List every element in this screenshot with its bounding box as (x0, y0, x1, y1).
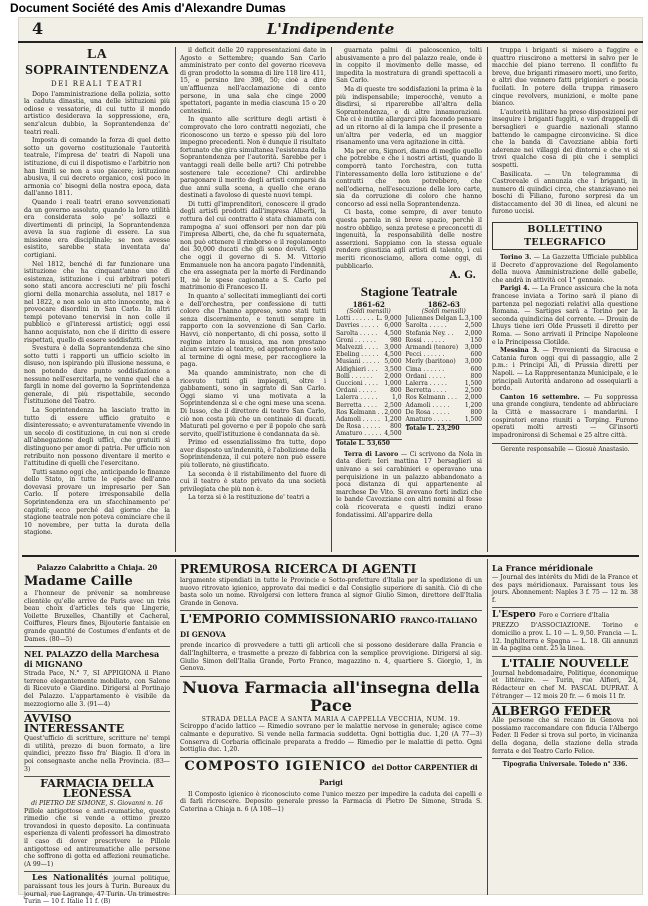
singer-fee: 2,000 (464, 394, 482, 402)
stage-column-left (336, 301, 402, 447)
ad-heading: NEL PALAZZO della Marchesa di MIGNANO (24, 649, 160, 670)
article-paragraph: In quanto alle scritture degli artisti è comprovato che loro contratti negoziati, che riconoscono un terzo e spesso più del loro impegno precedenti. Non è dunque il risultato fortunato che gira simultanea l'esistenza della Soprantendenza per l'autorità. Sarebbe per i vantaggi reali delle belle arti? Chi potrebbe sostenere tale eccezione? Chi ardirebbe paragonare il merito degli artisti comparsi da due anni sulla scena, a quello che erano destinati a favoloso di queste nuovi tempi. (180, 116, 326, 200)
stage-table-row (336, 351, 402, 358)
article-paragraph: Basilicata. — Un telegramma di Castroreale ci annunzia che i briganti, in numero di quindici circa, che stanziavano nei boschi di Filiano, furono sorpresi da un distaccamento del 30 di linea, ed alcuni ne furono uccisi. (492, 170, 638, 216)
ad-heading: Palazzo Calabritto a Chiaja. 20 (36, 563, 158, 572)
advertisement (180, 760, 482, 814)
ad-text: prende incarico di provvedere a tutti gli articoli che si possono desiderare dalla Francia e dall'Inghilterra, e trasmette a prezzo di fabbrica con la semplice provvigione. Dirigersi al sig. Giulio Simon dell'Italia Grande, Porto Franco, magazzino n. 4, quartiere S. Giorgio, 1, in Genova. (180, 642, 482, 673)
ad-heading (492, 610, 638, 621)
stage-column-right (406, 301, 482, 447)
singer-name: Berretta . . . . (405, 387, 447, 395)
singer-fee: 4,500 (384, 351, 402, 359)
section-rule (22, 555, 639, 557)
page-number: 4 (32, 19, 44, 38)
singer-fee: 2,500 (464, 387, 482, 395)
news-text: — Ci scrivono da Nola in data dieri: Ieri mattina 17 bersaglieri si univano a sei carabinieri e operavano una perquisizione in un palazzo abbandonato a poca distanza di qui appartenente al marchese De Vito. Si avevano forti indizi che le bande Cavozziane con altri nomini al fosse colà ricoverata e questi indizi erano fondatissimi. All'apparire della (336, 450, 482, 519)
singer-name: Lotti . . . . . . (336, 315, 374, 323)
telegraph-item (492, 394, 638, 440)
singer-name: Groni . . . . . . (336, 336, 376, 344)
stage-table-heading: Stagione Teatrale (360, 283, 458, 299)
ad-heading: AVVISO INTERESSANTE (24, 712, 125, 736)
singer-name: Ordani . . . . . (405, 372, 446, 380)
stage-table-row (406, 322, 482, 329)
singer-name: Lalerra . . . . . (336, 394, 378, 402)
stage-table-row (336, 423, 402, 430)
singer-fee: 800 (470, 408, 482, 416)
singer-name: Rossi . . . . . . (405, 336, 445, 344)
telegraph-item (492, 254, 638, 284)
singer-fee: 1,0 (391, 394, 402, 402)
telegraph-dateline: Messina 3. (500, 347, 539, 355)
stage-total-left: Totale L. 53,650 (336, 439, 402, 447)
telegraph-bulletin-heading: BOLLETTINO TELEGRAFICO (492, 222, 638, 250)
singer-name: Ros Kelmann . . . (405, 394, 457, 402)
singer-name: Davries . . . . . (336, 322, 379, 330)
singer-fee: 800 (470, 372, 482, 380)
advertisement (24, 563, 170, 647)
ad-subheading: del Dottor CARPENTIER di Parigi (319, 762, 478, 787)
ads-column-rule (487, 559, 488, 895)
singer-name: Adamoli . . . . . (336, 416, 380, 424)
singer-fee: 3,100 (464, 315, 482, 323)
telegraph-dateline: Canton 16 settembre. (500, 393, 580, 401)
article-paragraph: In quanto a' sollecitati immeglianti dei corti e dell'orchestra, per confessione di tutti coloro che l'hanno appreso, sono stati tutti senza discernimento, e tenuti sempre in rapporto con la sovvenzione di San Carlo. Havvi, ciò nonpertanto, di chi possa, sotto il regime intero la musica, ma non prestano alcun servizio al teatro, ed appartengono solo al termine di ogni mese, per raccogliere la paga. (180, 293, 326, 369)
ad-text: Il Composto igienico è riconosciuto come l'unico mezzo per impedire la caduta dei capelli e di farli ricrescere. Deposito generale presso la Farmacia di Pietro De Simone, Strada S. Caterina a Chiaja n. 6 (A 108—1) (180, 790, 482, 813)
ad-heading: La France méridionale (492, 563, 593, 573)
ad-text: Quest'ufficio di scritture, scritture ne' tempi di utilità, prezzo di buon formato, a lire quindici, prezzo fisso fra' Biagio. Il d'ora in poi consegnaste anche nella Provincia. (83—3) (24, 735, 170, 773)
singer-fee: 5,000 (384, 358, 402, 366)
ads-column-left (24, 561, 171, 906)
singer-name: Ebeling . . . . . (336, 351, 379, 359)
stage-table-row (406, 337, 482, 344)
singer-name: De Rosa . . . . . (405, 408, 450, 416)
singer-fee: 600 (470, 351, 482, 359)
singer-name: Ros Kelmann . . (336, 408, 384, 416)
article-paragraph: La Soprintendenza ha lasciato tratto in tutto di essere ufficio gratuito e disinteressato; e avventuratamente vivendo in un secolo di costituzione, in cui non si crede all'abnegazione degli uffici, che gratuiti sì distinguono per amor di patria. Per ufficio non retribuito non possono diventare il merito e l'attitudine di quelli che l'esercitano. (24, 406, 170, 468)
telegraph-item (492, 285, 638, 346)
stage-table-row (336, 409, 402, 416)
singer-fee: 2,500 (464, 322, 482, 330)
singer-name: De Rosa . . . . . (336, 423, 381, 431)
stage-table (336, 301, 482, 447)
ad-heading: L'ITALIE NOUVELLE (501, 656, 629, 670)
stage-table-row (336, 380, 402, 387)
singer-name: Berretta . . . . (336, 401, 377, 409)
advertisement (24, 874, 170, 905)
stage-table-row (336, 430, 402, 437)
ad-heading: Les Nationalités (32, 872, 109, 883)
ad-heading: ALBERGO FEDER (492, 704, 612, 719)
stage-unit-right: (Soldi mensili) (421, 308, 466, 316)
column-rule (331, 47, 332, 552)
singer-fee: 2,000 (384, 372, 402, 380)
stage-table-row (406, 366, 482, 373)
singer-fee: 4,500 (384, 329, 402, 337)
article-paragraph: Dopo l'amministrazione della polizia, sotto la caduta dinastia, una delle istituzioni più odiose e vessatorie, di cui tutto il mondo artistico desiderava la soppressione, era, senz'alcun dubbio, la Soprantendenza de' teatri reali. (24, 90, 170, 136)
singer-fee: 4,500 (384, 430, 402, 438)
ad-text: Alle persone che si recano in Genova noi possiamo raccomandare con fiducia l'Albergo Feder. Il Feder si trova sul porto, in vicinanza della dogana, della stazione della strada ferrata e del Teatro Carlo Felice. (492, 717, 638, 755)
singer-name: Stefania Ney. . . (405, 329, 454, 337)
singer-name: Adamoli . . . . . (405, 401, 450, 409)
stage-table-row (406, 394, 482, 401)
stage-table-row (336, 330, 402, 337)
ads-column-middle (180, 561, 482, 893)
singer-name: Guccioni . . . . (336, 380, 378, 388)
singer-name: Musiani . . . . . (336, 358, 380, 366)
stage-table-row (336, 315, 402, 322)
stage-table-row (406, 358, 482, 365)
singer-fee: 3,500 (384, 365, 402, 373)
stage-table-row (336, 337, 402, 344)
singer-name: Amaturo . . . . . (405, 416, 451, 424)
stage-table-row (336, 344, 402, 351)
article-paragraph: La seconda è il ristabilimento del fuore di cui il teatro è stato privato da una società privilegiata che più non è. (180, 470, 326, 493)
article-heading: LA SOPRAINTENDENZA (25, 47, 169, 78)
article-paragraph: La terza si è la restituzione de' teatri a (188, 494, 310, 502)
stage-table-row (406, 416, 482, 423)
singer-name: Juliennes Delgan L. (405, 315, 465, 323)
article-paragraph: Di tutti gl'imprenditori, conoscere il grado degli artisti prodotti dall'impresa Alberti, la rottura del cui contratto è stata chiamata con rampogna a' suoi offensori per non dar più l'impresa Alberti, che, da che fu squaternata, non può ottenere il rimborso e il regolamento dei 30,000 ducati che gli sono dovuti. Oggi che oggi il governo di S. M. Vittorio Emmanuele non ha ancora pagato l'indennità, che era assegnata per la morte di Ferdinando II, nè le spese cagionate a S. Carlo pel matrimonio di Francesco II. (180, 200, 326, 292)
article-paragraph: Tutti sanno oggi che, anticipando le finanze dello Stato, in tutte le epoche dell'anno dovevasi provare un impresario per San Carlo. Il potere irresponsabile della Soprintendenza era un sfacchinamento pe' capitoli; ecco perché dal giorno che la stagione teatrale non poteva cominciare che il 10 novembre, per tutta la durata della stagione. (24, 468, 170, 537)
ad-text: a l'honneur de prévenir sa nombreuse clientèle qu'elle arrive de Paris avec un très beau choix d'articles tels que Lingerie, Voilette Bruxelles, Chantilly et Cacheral, Coiffures, Fleurs fines, Bijouterie fantaisie en grande quantité de Costumes d'enfants et de Dames. (80—5) (24, 590, 170, 643)
singer-name: Pecci . . . . . . (405, 351, 445, 359)
stage-table-row (336, 358, 402, 365)
advertisement (180, 613, 482, 676)
singer-name: Cima . . . . . . (405, 365, 445, 373)
ad-text: PREZZO D'ASSOCIAZIONE. Torino e domicilio a prov. L. 10 — L. 9,50. Francia — L. 12. Inghilterra e Spagna — L. 18. Gli annunzi in 4a pagina cent. 25 la linea. (492, 622, 638, 653)
ad-text: — Journal des intérêts du Midi de la France et des pays méridionaux. Paraissant tous les jours. Abonnement: Naples 3 f. 75 — 12 m. 38 f. (492, 574, 638, 604)
stage-table-row (406, 351, 482, 358)
ad-heading (180, 760, 482, 790)
stage-table-row (406, 373, 482, 380)
stage-table-row (406, 387, 482, 394)
stage-unit-left: (Soldi mensili) (346, 308, 391, 316)
printer-imprint: Tipografia Universale. Toledo n° 336. (502, 761, 628, 769)
telegraph-item (492, 347, 638, 393)
advertisement (24, 649, 170, 712)
ads-column-rule (175, 559, 176, 895)
advertisement (492, 706, 638, 759)
advertisement (24, 779, 170, 872)
ad-heading: PREMUROSA RICERCA DI AGENTI (180, 562, 417, 576)
newspaper-page (18, 17, 643, 906)
singer-name: Merly (baritono) (405, 358, 456, 366)
ads-column-right (492, 561, 638, 893)
stage-table-row (406, 315, 482, 322)
stage-table-row (336, 387, 402, 394)
masthead (18, 17, 643, 43)
article-paragraph: Quando i reali teatri erano sovvenzionati da un governo assoluto, quando la loro utilità era considerata solo pe' sollazzi e divertimenti di principi, la Soprantendenza aveva la sua ragione di essere. La sua missione era disciplinale; se non avesse esistito, sarebbe stata inventata da' cortigiani. (24, 198, 170, 260)
article-paragraph: guarnata palmi di palcoscenico, tolti abusivamente a pro del palazzo reale, onde è in coppito il movimento delle masse, ed impedita la mostratura di grandi spettacoli a San Carlo. (336, 47, 482, 85)
news-dateline: Terra di Lavoro (344, 450, 399, 458)
stage-season-left: 1861-62 (352, 299, 385, 309)
document-banner: Document Société des Amis d'Alexandre Dumas (10, 1, 286, 15)
ad-subheading: FRANCO-ITALIANO DI GENOVA (180, 616, 478, 640)
article-signature: A. G. (449, 270, 476, 282)
singer-fee: 2,500 (384, 401, 402, 409)
singer-fee: 1,200 (464, 401, 482, 409)
stage-total-right: Totale L. 23,290 (406, 424, 482, 432)
responsible-manager: Gerente responsabile — Giosuè Anastasio. (492, 443, 638, 454)
ad-text: largamente stipendiati in tutte le Provincie e Sotto-prefetture d'Italia per la spedizione di un nuovo ritrovato igienico, approvato dai medici e dal Consiglio superiore di sanità. Ciò di che basta solo un nome. Rivolgersi con lettera franca al signor Giulio Simon, direttore dell'Italia Grande in Genova. (180, 577, 482, 607)
singer-name: Bolli . . . . . . (336, 372, 373, 380)
ad-text: Strada Pace, N.° 7, SI APPIGIONA il Piano terreno elegantemente mobiliato, con Salone di Ricevuto e Giardino. Dirigersi al Portinajo del Palazzo. L'appartamento è visibile da mezzogiorno alle 3. (91—4) (24, 670, 170, 708)
ad-title: Madame Caille (24, 574, 133, 589)
telegraph-text: — Provenienti da Siracusa e Catania furon oggi qui di passaggio, alle 2 p.m.: i Principi Alì, di Prussia diretti per Napoli. — La Rappresentanza Municipale, e le principali Autorità andarono ad ossequiarli a bordo. (492, 347, 638, 393)
advertisement (492, 656, 638, 704)
singer-fee: 6,000 (384, 322, 402, 330)
article-column-4 (492, 47, 638, 552)
singer-fee: 800 (390, 423, 402, 431)
ad-text: Pillole antigottose e anti-reumatiche, questo rimedio che si vende a ottimo prezzo trovandosi in questo deposito. La continuata esperienza di valenti professori ha dimostrato il caso di dover prescrivere le Pillole antigottose ed antireumatiche alle persone che soffrono di gotta ed affezioni reumatiche. (A 99—1) (24, 807, 170, 868)
stage-table-row (336, 416, 402, 423)
advertisement (180, 679, 482, 758)
stage-table-row (406, 409, 482, 416)
singer-name: Malvezzi . . . . (336, 344, 379, 352)
article-subheading: DEI REALI TEATRI (51, 80, 143, 88)
singer-fee: 600 (470, 365, 482, 373)
stage-table-row (406, 344, 482, 351)
column-rule (175, 47, 176, 552)
ad-text: journal politique, paraissant tous les jours à Turin. Bureaux du journal, rue Lagrange, 47 Turin. Un trimestre: Turin — 10 f. Italie 11 f. (B) (24, 875, 171, 906)
article-paragraph: Ci basta, come sempre, di aver tenuto questa parola in sì breve spazio, perchè il nostro obbligo, senza pretese e preconcetti di ingenuità, la responsabilità delle nostre asserzioni. Sappiamo con la stessa eguale rendere giustizia agli artisti di talento, i cui meriti riconosciamo, allora come oggi, di pubblicarlo. (336, 209, 482, 270)
ad-subheading: di PIETRO DE SIMONE, S. Giovanni n. 16 (31, 800, 163, 808)
article-column-2 (180, 47, 326, 552)
article-paragraph: Ma di queste tre soddisfazioni la prima è la più indispensabile; imperocchè, venuto a disdirsi, si riparerebbe all'altra della Soprantendenza, e di altre innamorazioni. Che ci è inutile allargarci più facendo pensare ad un ritorno al di la lampa che il presente a un'altra per vederla, ed un maggior risanamento una vera agitazione in città. (336, 85, 482, 147)
stage-table-row (406, 330, 482, 337)
article-paragraph: truppa i briganti si misero a fuggire e quattro riuscirono a mettersi in salvo per le macchie del piano terreno. Il conflitto fu breve, due briganti rimasero morti, uno ferito, e altri due vennero fatti prigionieri e poscia fucilati. In potere della truppa rimasero cinque revolvers, munizioni, e molte pane bianco. (492, 47, 638, 108)
advertisement (492, 610, 638, 656)
advertisement (492, 563, 638, 608)
advertisement (24, 714, 170, 777)
article-paragraph: L'autorità militare ha preso disposizioni per inseguire i briganti fuggiti, e vari drappelli di bersaglieri e guardie nazionali stanno battendo le campagne circonvicine. Si dice che la banda di Cavozziane abbia forti aderenze nei villaggi dei dintorni e che vi si trovi qualche cosa di più che i semplici sospetti. (492, 108, 638, 169)
singer-name: Amaturo . . . . . (336, 430, 382, 438)
singer-fee: 3,000 (464, 344, 482, 352)
ad-title: L'Espero (492, 610, 536, 621)
singer-name: Sarolta . . . . . (336, 329, 378, 337)
singer-name: Armandi (tenore) (405, 344, 459, 352)
newspaper-title: L'Indipendente (266, 20, 395, 38)
singer-fee: L. 9,000 (376, 315, 402, 323)
article-paragraph: Svestura è della Soprantendenza che sino sotto tutti i rapporti un ufficio sciolto in disuso, non ispirando più illusione nessuna, e non potendo dare punto soddisfazione a nessuno nell'esercitarla, ne venne quel che a fargli in nome del governo la Soprintendenza generale, di più rispettabile, secondo l'istituzione del Teatro. (24, 345, 170, 406)
article-paragraph: Ma quando amministrato, non che di ricevuto tutti gli impiegati, oltre i gabbamenti, sono in sagrato di San Carlo. Oggi siamo vi una motivata a la Soprintendenza sì e che ogni mese una scena. Di lusso, che il direttore di teatro San Carlo, ciò non costa più che un centinaio di ducati. Maturati pel governo e per il popolo che sarà servito, quell'istituzione è condannata da sè. (180, 369, 326, 438)
article-paragraph: Nel 1812, benché di far funzionare una istituzione che ha cinquant'anno uno di esistenza, istituzione i cui arbitrari poteri sono stati ancora accresciuti ne' più foschi giorni della monarchia assoluta, nel 1817 e nel 1822, e non solo un atto innocente, ma è provocare disordini in San Carlo. In altri tempi potevano tenervisi in non colle il pubblico e gl'interessi artistici; oggi essi hanno acquistato, non che il diritto di essere rispettati, quello di essere soddisfatti. (24, 260, 170, 344)
article-column-1 (24, 47, 170, 552)
singer-fee: 2,000 (384, 408, 402, 416)
singer-name: Sarolta . . . . . (405, 322, 447, 330)
singer-name: Ordani . . . . . (336, 387, 377, 395)
telegraph-text: — La Gazzetta Ufficiale pubblica il Decreto d'approvazione del Regolamento della nuova Amministrazione delle gabelle, che andrà in attività col 1° gennaio. (492, 254, 639, 284)
singer-fee: 3,000 (384, 344, 402, 352)
article-paragraph: Imposta di comando la forza di quel detto sotto un governo costituzionale l'autorità teatrale, l'impresa de' teatri di Napoli una istituzione, di cui il dispotismo e l'arbitrio non han limiti se non a suo piacere; istituzione abusiva, il cui decreto organico, così poco in armonia co' bisogni della nostra epoca, data dall'anno 1811. (24, 137, 170, 198)
ad-text: Journal hebdomadaire, Politique, économique et littéraire. — Turin, rue Alfieri, 24, Rédacteur en chef M. PASCAL DUPRAT. À l'étranger — 12 mois 20 fr. — 6 mois 11 fr. (492, 669, 638, 700)
ad-heading: FARMACIA DELLA LEONESSA (40, 777, 154, 801)
telegraph-text: — La France assicura che la nota francese inviata a Torino sarà il piano di partenza pel negoziati relativi alla questione Romana. — Sartiges sarà a Torino per la seconda quindicina del corrente. — Drouin de Lhuys tiene ieri Olde Prusseti il diretto per Roma. — Sono arrivati il Principe Napoleone e la Principessa Clotilde. (492, 285, 638, 346)
singer-name: Lalerra . . . . . (405, 380, 447, 388)
article-paragraph: Ma per ora, Signori, diamo di meglio quello che potrebbe e che i nostri artisti, quando li comporrà tanto l'orchestra, con tutta l'interessamento della loro istituzione e de' contratti che non potrebbero, che nell'odierna, nell'esecuzione delle loro carte, sia da corruzione di coloro che hanno concorso ad essi nella Soprantendenza. (336, 147, 482, 208)
ad-title: COMPOSTO IGIENICO (184, 758, 367, 774)
singer-name: Aldighieri . . . (336, 365, 378, 373)
stage-table-row (406, 380, 482, 387)
ad-heading (180, 613, 482, 641)
stage-table-row (336, 394, 402, 401)
ad-title: L'EMPORIO COMMISSIONARIO (180, 612, 396, 627)
stage-table-row (406, 402, 482, 409)
news-item (336, 451, 482, 519)
article-column-3 (336, 47, 482, 552)
stage-table-row (336, 402, 402, 409)
telegraph-dateline: Torino 3. (500, 254, 532, 262)
ad-text: Sciroppo d'acido lattico — Rimedio sovrano per le malattie nervose in generale; agisce come calmante e depurativo. Si vende nella farmacia suddetta. Ogni bottiglia duc. 1,20 (A 77—3) Conserva di Corbaria officinale preparata a freddo — Rimedio per le malattie di petto. Ogni bottiglia duc. 1,20. (180, 723, 482, 754)
singer-fee: 1,200 (384, 416, 402, 424)
ad-heading: Nuova Farmacia all'insegna della Pace (182, 677, 480, 715)
singer-fee: 980 (390, 336, 402, 344)
singer-fee: 3,000 (464, 358, 482, 366)
advertisement (180, 563, 482, 611)
singer-fee: 1,500 (464, 416, 482, 424)
telegraph-dateline: Parigi 4. (500, 285, 530, 293)
column-rule (487, 47, 488, 552)
singer-fee: 150 (470, 336, 482, 344)
stage-table-row (336, 373, 402, 380)
stage-table-row (336, 322, 402, 329)
ad-subheading: Foro e Corriere d'Italia (538, 612, 610, 620)
telegraph-text: — Fu soppressa una grande congiura, tendente ad abbruciare la Città e massacrare i mandarini. I cospiratori erano riuniti a Torping. Furono operati molti arresti — Gl'insorti impadronironsi di Schemai e 25 altre città. (492, 393, 638, 439)
ad-subheading: STRADA DELLA PACE A SANTA MARIA A CAPPELLA VECCHIA, NUM. 19. (201, 715, 461, 723)
singer-fee: 2,000 (464, 329, 482, 337)
stage-table-row (336, 366, 402, 373)
article-paragraph: il deficit delle 20 rappresentazioni date in Agosto e Settembre; quando San Carlo amministrato per conto del governo riceveva di gran prodotto la somma di lire 118 lire 411, 15, e persino lire 398, 50; cioè a dire un'affluenza nell'acclamazione di cento persone, in una sala che cinge 2000 spettatori, pagante in media ciascuna 15 o 20 centesimi. (180, 47, 326, 115)
singer-fee: 800 (390, 387, 402, 395)
singer-fee: 1,000 (384, 380, 402, 388)
singer-fee: 1,500 (464, 380, 482, 388)
article-paragraph: Primo ed essenzialissimo fra tutte, dopo aver disposto un'indennità, è l'abolizione della Soprintendenza, il cui potere non può essere più tollerato, nè giustificato. (180, 439, 326, 470)
stage-season-right: 1862-63 (427, 299, 460, 309)
